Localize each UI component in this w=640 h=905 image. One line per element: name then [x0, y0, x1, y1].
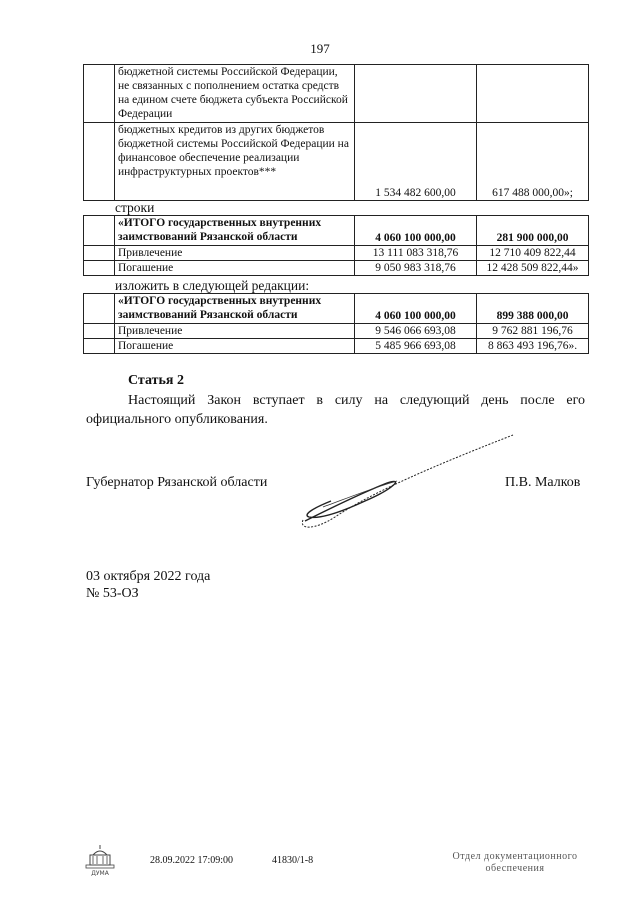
row-value-2022: 8 863 493 196,76». — [477, 339, 589, 354]
table-row — [84, 65, 589, 123]
totals-value-2022: 281 900 000,00 — [477, 216, 589, 246]
law-number: № 53-ОЗ — [86, 586, 139, 601]
row-label: Погашение — [115, 261, 355, 276]
table-row — [84, 216, 589, 246]
row-label: бюджетной системы Российской Федерации, не связанных с пополнением остатка средств на едином счете бюджета субъекта Российской Федерации — [115, 65, 355, 123]
totals-title: «ИТОГО государственных внутренних заимствований Рязанской области — [115, 294, 355, 324]
row-value-2022 — [477, 65, 589, 123]
footer-reg-number: 41830/1-8 — [272, 855, 314, 866]
row-label: бюджетных кредитов из других бюджетов бюджетной системы Российской Федерации на финансовое обеспечение реализации инфраструктурных проектов*** — [115, 123, 355, 201]
rows-label: строки — [115, 200, 155, 215]
table-row — [84, 339, 589, 354]
row-label: Погашение — [115, 339, 355, 354]
table-row — [84, 123, 589, 201]
row-value-2022: 617 488 000,00»; — [477, 123, 589, 201]
totals-value-2022: 899 388 000,00 — [477, 294, 589, 324]
row-label: Привлечение — [115, 324, 355, 339]
row-value-2022: 9 762 881 196,76 — [477, 324, 589, 339]
borrowing-table-continuation — [83, 64, 589, 201]
law-date: 03 октября 2022 года — [86, 569, 211, 584]
row-value-2021: 9 546 066 693,08 — [355, 324, 477, 339]
row-value-2021: 1 534 482 600,00 — [355, 123, 477, 201]
row-value-2021 — [355, 65, 477, 123]
row-value-2022: 12 710 409 822,44 — [477, 246, 589, 261]
totals-value-2021: 4 060 100 000,00 — [355, 216, 477, 246]
page-number: 197 — [310, 41, 330, 56]
department-stamp — [440, 851, 590, 875]
governor-position: Губернатор Рязанской области — [86, 475, 268, 490]
row-label: Привлечение — [115, 246, 355, 261]
row-value-2021: 13 111 083 318,76 — [355, 246, 477, 261]
old-totals-table — [83, 215, 589, 276]
article-text: Настоящий Закон вступает в силу на следующий день после его официального опубликования. — [86, 393, 585, 427]
totals-title: «ИТОГО государственных внутренних заимствований Рязанской области — [115, 216, 355, 246]
new-edition-label: изложить в следующей редакции: — [115, 278, 310, 293]
governor-name: П.В. Малков — [505, 475, 581, 490]
footer-timestamp: 28.09.2022 17:09:00 — [150, 855, 234, 866]
stamp-line-1: Отдел документационного — [452, 851, 578, 862]
logo-caption: ДУМА — [91, 870, 109, 877]
article-title: Статья 2 — [128, 373, 184, 388]
totals-value-2021: 4 060 100 000,00 — [355, 294, 477, 324]
row-value-2021: 5 485 966 693,08 — [355, 339, 477, 354]
row-value-2022: 12 428 509 822,44» — [477, 261, 589, 276]
new-totals-table — [83, 293, 589, 354]
table-row — [84, 294, 589, 324]
row-value-2021: 9 050 983 318,76 — [355, 261, 477, 276]
table-row — [84, 246, 589, 261]
table-row — [84, 261, 589, 276]
stamp-line-2: обеспечения — [485, 863, 545, 874]
signature-image — [295, 425, 525, 535]
table-row — [84, 324, 589, 339]
duma-logo-icon — [80, 843, 120, 877]
